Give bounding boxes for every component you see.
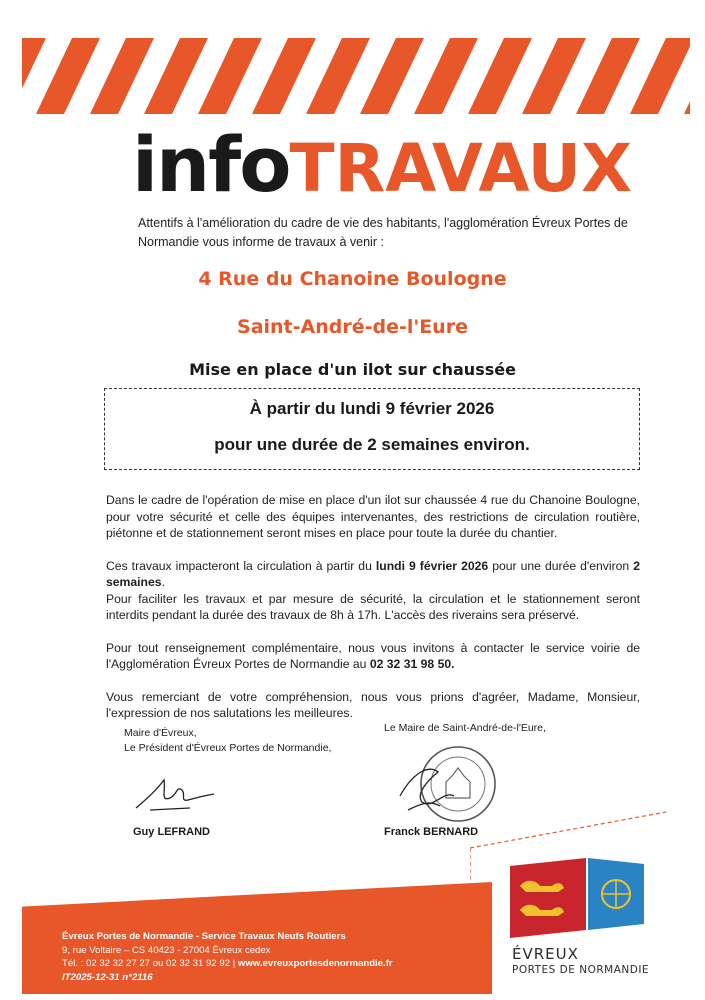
impact-date: lundi 9 février 2026 <box>375 558 489 573</box>
works-subject: Mise en place d'un ilot sur chaussée <box>189 360 516 379</box>
footer-phone-line <box>62 957 393 971</box>
impact-text-c: . <box>161 575 165 589</box>
logo-name: ÉVREUX <box>512 945 579 963</box>
impact-text-a: Ces travaux impacteront la circulation à partir du <box>106 558 376 573</box>
signatory-left-name: Guy LEFRAND <box>133 826 210 838</box>
contact-text: Pour tout renseignement complémentaire, nous vous invitons à contacter le service voirie de l'Agglomération Évreux Portes de Normandie au <box>106 640 640 671</box>
footer-website-link[interactable]: www.evreuxportesdenormandie.fr <box>237 958 393 969</box>
title-travaux: TRAVAUX <box>289 130 633 207</box>
paragraph-context: Dans le cadre de l'opération de mise en place d'un ilot sur chaussée 4 rue du Chanoine Boulogne, pour votre sécurité et celle des équipes intervenantes, des restrictions de circulation routière, piétonne et de stationnement seront mises en place pour toute la durée du chantier. <box>106 493 640 540</box>
footer-address: 9, rue Voltaire – CS 40423 - 27004 Évreux cedex <box>62 944 271 956</box>
impact-duration: 2 semaines <box>106 558 641 589</box>
street-address: 4 Rue du Chanoine Boulogne <box>198 268 507 290</box>
dates-box <box>104 388 640 470</box>
hazard-stripes-graphic <box>22 38 690 114</box>
paragraph-closing: Vous remerciant de votre compréhension, nous vous prions d'agréer, Madame, Monsieur, l'expression de nos salutations les meilleures. <box>106 689 640 720</box>
letter-body <box>106 492 640 738</box>
page-title <box>132 120 672 210</box>
contact-phone: 02 32 31 98 50. <box>369 657 455 671</box>
paragraph-restrictions: Pour faciliter les travaux et par mesure de sécurité, la circulation et le stationnement seront interdits pendant la durée des travaux de 8h à 17h. L'accès des riverains sera préservé. <box>106 591 640 622</box>
duration: pour une durée de 2 semaines environ. <box>214 435 530 454</box>
signatory-left-title1: Maire d'Évreux, <box>124 727 197 739</box>
evreux-logo-icon <box>506 858 646 943</box>
start-date: À partir du lundi 9 février 2026 <box>249 399 495 418</box>
signatory-right-title: Le Maire de Saint-André-de-l'Eure, <box>384 722 546 734</box>
footer-service: Évreux Portes de Normandie - Service Travaux Neufs Routiers <box>62 931 346 942</box>
intro-text: Attentifs à l'amélioration du cadre de vie des habitants, l'agglomération Évreux Portes de Normandie vous informe de travaux à venir : <box>138 216 628 249</box>
signatory-left-title2: Le Président d'Évreux Portes de Normandie, <box>124 742 332 754</box>
footer-reference: IT2025-12-31 n°2116 <box>62 971 153 983</box>
logo-wordmark <box>512 945 649 976</box>
signatory-left-titles <box>124 726 331 756</box>
signatory-right-name: Franck BERNARD <box>384 826 479 838</box>
paragraph-contact <box>106 640 640 673</box>
signature-left-icon <box>130 768 220 823</box>
footer-phone: Tél. : 02 32 32 27 27 ou 02 32 31 92 92 | <box>62 958 238 969</box>
paragraph-impact <box>106 558 640 591</box>
hazard-stripes-banner <box>22 38 690 114</box>
impact-text-b: pour une durée d'environ <box>488 558 634 573</box>
title-info: info <box>132 120 290 209</box>
footer-contact <box>62 930 393 984</box>
town-name: Saint-André-de-l'Eure <box>237 316 468 338</box>
logo-tagline: PORTES DE NORMANDIE <box>512 964 650 976</box>
